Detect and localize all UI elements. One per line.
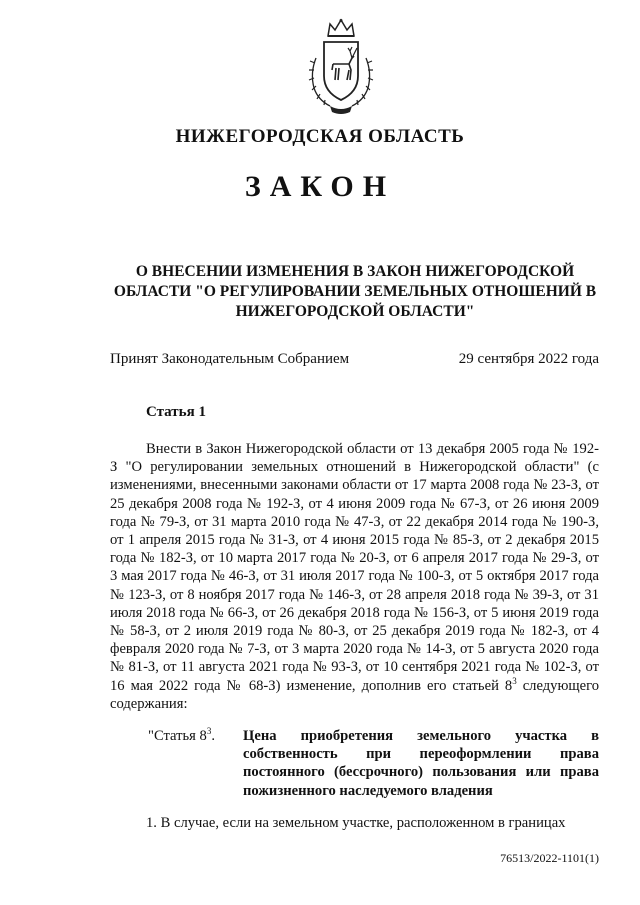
new-article-label-text: "Статья 8 xyxy=(148,728,207,744)
adopted-by: Принят Законодательным Собранием xyxy=(110,351,350,367)
adoption-date: 29 сентября 2022 года xyxy=(458,351,599,367)
document-type-title: ЗАКОН xyxy=(244,170,396,203)
region-name: НИЖЕГОРОДСКАЯ ОБЛАСТЬ xyxy=(175,126,465,147)
article-body-text: Внести в Закон Нижегородской области от 13 декабря 2005 года № 192-З "О регулировании земельных отношений в Нижегородской области" (с изменениями, внесенными законами области от 17 марта 2008 года № 23-З, от 25 декабря 2008 года № 192-З, от 4 июня 2009 года № 67-З, от 26 июня 2009 года № 79-З, от 31 марта 2010 года № 47-З, от 22 декабря 2014 года № 190-З, от 1 апреля 2015 года № 31-З, от 4 июня 2015 года № 85-З, от 2 декабря 2015 года № 182-З, от 10 марта 2017 года № 20-З, от 6 апреля 2017 года № 29-З, от 3 мая 2017 года № 46-З, от 31 июля 2017 года № 100-З, от 5 октября 2017 года № 123-З, от 8 ноября 2017 года № 146-З, от 28 апреля 2018 года № 39-З, от 31 июля 2018 года № 66-З, от 26 декабря 2018 года № 156-З, от 5 июня 2019 года № 58-З, от 2 июля 2019 года № 80-З, от 25 декабря 2019 года № 182-З, от 4 февраля 2020 года № 7-З, от 3 марта 2020 года № 14-З, от 5 августа 2020 года № 81-З, от 11 августа 2021 года № 93-З, от 10 сентября 2021 года № 102-З, от 16 мая 2022 года № 68-З) изменение, дополнив его статьей 8 xyxy=(110,441,599,694)
new-article-label-end: . xyxy=(211,728,216,744)
new-article-label xyxy=(148,727,215,745)
clause-1: 1. В случае, если на земельном участке, расположенном в границах xyxy=(146,815,566,831)
article-body xyxy=(110,440,599,713)
new-article-title: Цена приобретения земельного участка в собственность при переоформлении права постоянного (бессрочного) пользования или права пожизненного наследуемого владения xyxy=(243,728,599,799)
article-heading: Статья 1 xyxy=(146,404,206,420)
law-subject: О ВНЕСЕНИИ ИЗМЕНЕНИЯ В ЗАКОН НИЖЕГОРОДСКОЙ ОБЛАСТИ "О РЕГУЛИРОВАНИИ ЗЕМЕЛЬНЫХ ОТНОШЕНИЙ В НИЖЕГОРОДСКОЙ ОБЛАСТИ" xyxy=(113,263,597,320)
document-number: 76513/2022-1101(1) xyxy=(500,851,599,865)
article-body-end: следующего содержания: xyxy=(110,677,599,712)
article-number-superscript: 3 xyxy=(512,675,517,686)
new-article-label-superscript: 3 xyxy=(206,726,212,737)
coat-of-arms-icon xyxy=(306,18,376,116)
